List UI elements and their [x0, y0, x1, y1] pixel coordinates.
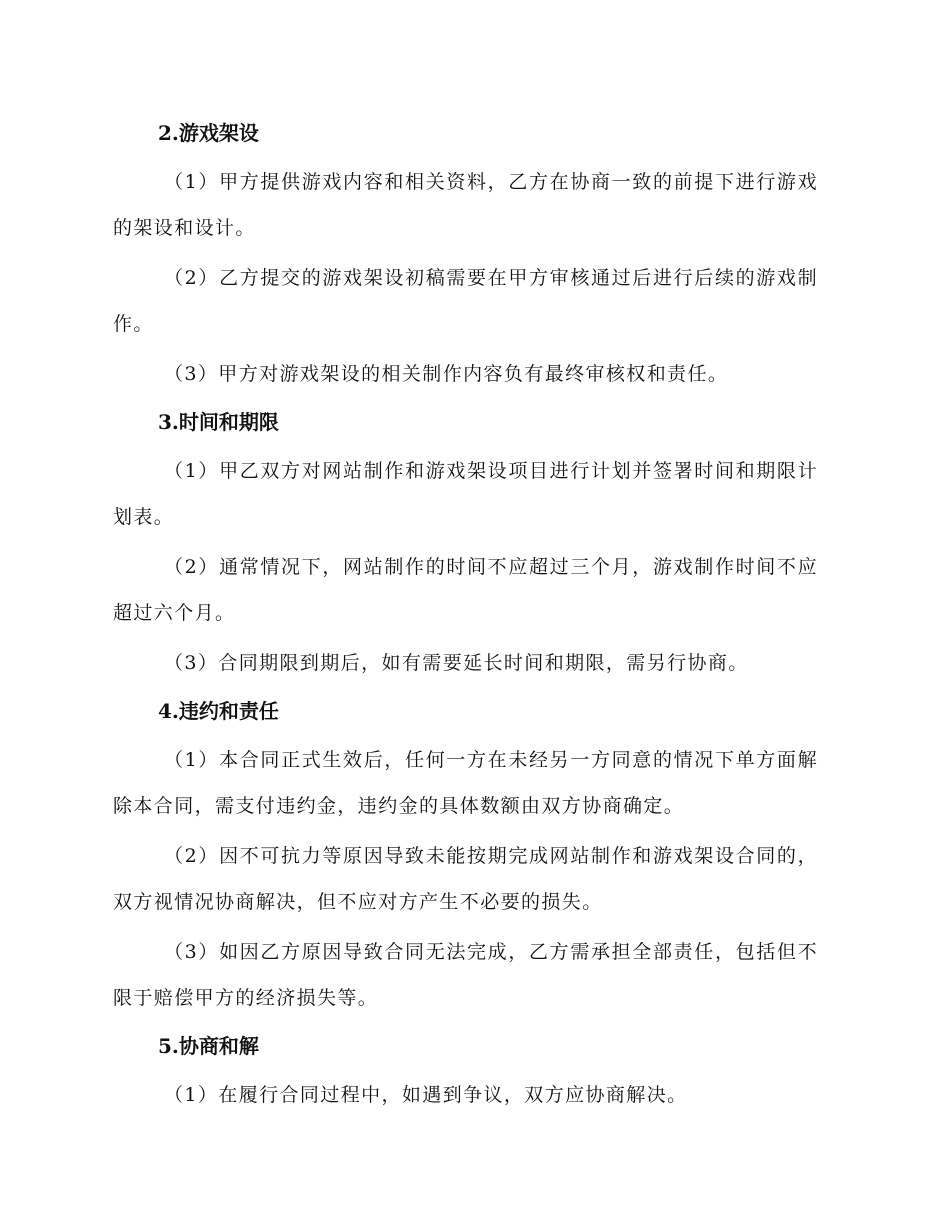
section-heading-negotiation: 5.协商和解	[158, 1034, 259, 1058]
section-heading-time-and-term: 3.时间和期限	[158, 410, 279, 434]
paragraph: （3）甲方对游戏架设的相关制作内容负有最终审核权和责任。	[164, 363, 729, 385]
paragraph: （2）通常情况下，网站制作的时间不应超过三个月，游戏制作时间不应超过六个月。	[113, 556, 818, 624]
section-heading-game-setup: 2.游戏架设	[158, 121, 259, 145]
paragraph: （1）甲方提供游戏内容和相关资料，乙方在协商一致的前提下进行游戏的架设和设计。	[113, 171, 818, 239]
paragraph: （1）在履行合同过程中，如遇到争议，双方应协商解决。	[164, 1084, 688, 1106]
paragraph: （1）本合同正式生效后，任何一方在未经另一方同意的情况下单方面解除本合同，需支付违约金，违约金的具体数额由双方协商确定。	[113, 749, 818, 817]
document-body	[113, 110, 818, 1118]
paragraph: （2）因不可抗力等原因导致未能按期完成网站制作和游戏架设合同的，双方视情况协商解决，但不应对方产生不必要的损失。	[113, 845, 818, 913]
paragraph: （3）合同期限到期后，如有需要延长时间和期限，需另行协商。	[164, 652, 749, 674]
paragraph: （3）如因乙方原因导致合同无法完成，乙方需承担全部责任，包括但不限于赔偿甲方的经济损失等。	[113, 941, 818, 1009]
section-heading-breach-and-liability: 4.违约和责任	[158, 699, 279, 723]
paragraph: （2）乙方提交的游戏架设初稿需要在甲方审核通过后进行后续的游戏制作。	[113, 267, 818, 335]
paragraph: （1）甲乙双方对网站制作和游戏架设项目进行计划并签署时间和期限计划表。	[113, 460, 818, 528]
